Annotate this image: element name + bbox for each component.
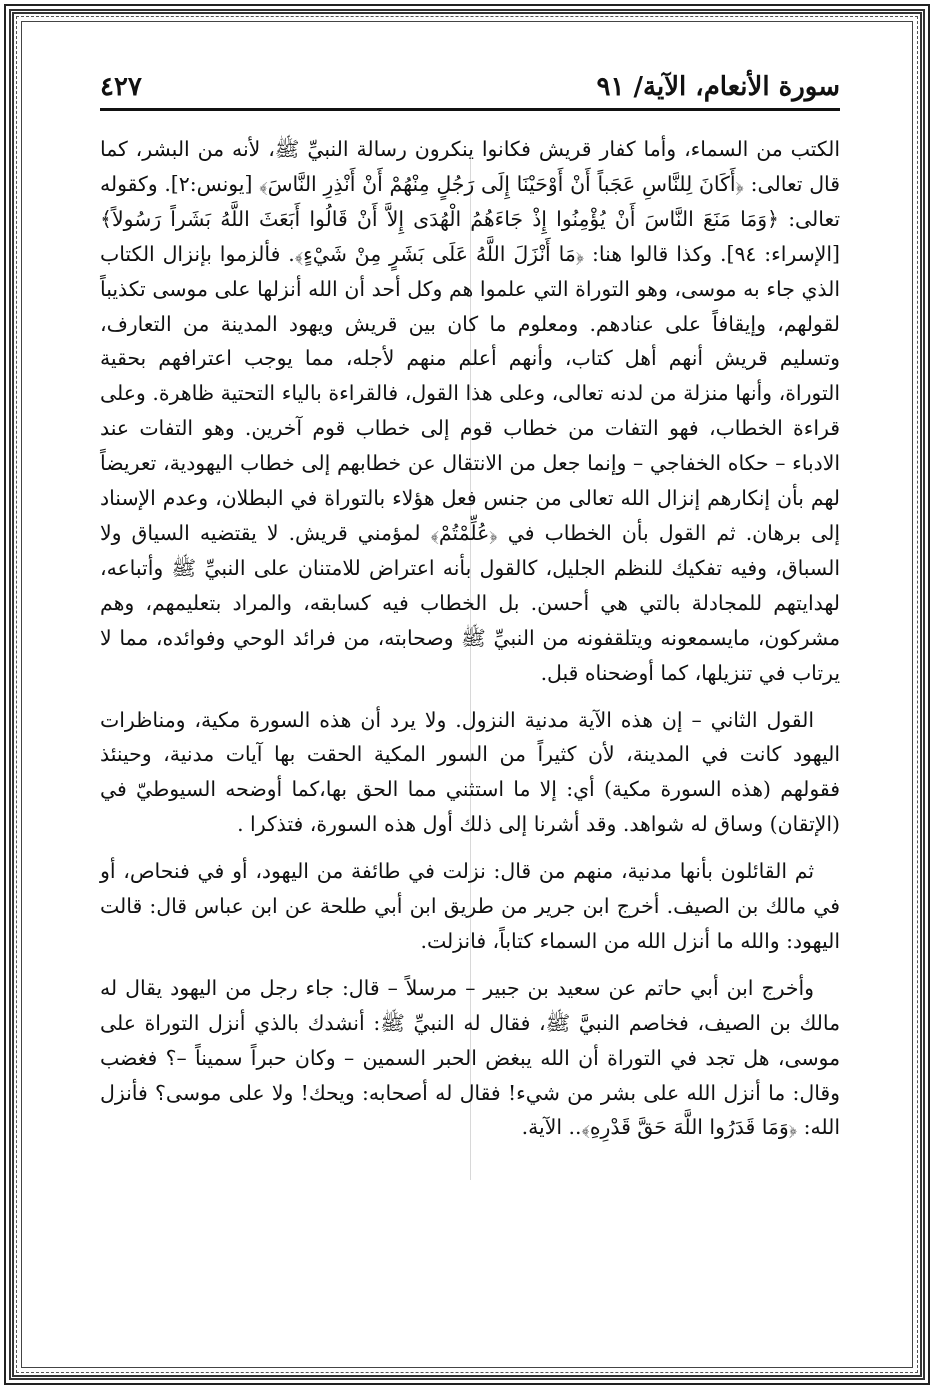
running-header xyxy=(100,66,840,108)
header-rule xyxy=(100,108,840,111)
paragraph-4: وأخرج ابن أبي حاتم عن سعيد بن جبير – مرسلاً – قال: جاء رجل من اليهود يقال له مالك بن الصيف، فخاصم النبيَّ ﷺ، فقال له النبيِّ ﷺ: أنشدك بالذي أنزل التوراة على موسى، هل تجد في التوراة أن الله يبغض الحبر السمين – وكان حبراً سميناً –؟ فغضب وقال: ما أنزل الله على بشر من شيء! فقال له أصحابه: ويحك! ولا على موسى؟ فأنزل الله: ﴿وَمَا قَدَرُوا اللَّهَ حَقَّ قَدْرِهِ﴾.. الآية. xyxy=(100,975,840,1140)
paragraph-1: الكتب من السماء، وأما كفار قريش فكانوا ينكرون رسالة النبيِّ ﷺ، لأنه من البشر، كما قال تعالى: ﴿أَكَانَ لِلنَّاسِ عَجَباً أَنْ أَوْحَيْنَا إِلَى رَجُلٍ مِنْهُمْ أَنْ أَنْذِرِ النَّاسَ﴾ [يونس:٢]. وكقوله تعالى: ﴿وَمَا مَنَعَ النَّاسَ أَنْ يُؤْمِنُوا إِذْ جَاءَهُمُ الْهُدَى إِلاَّ أَنْ قَالُوا أَبَعَثَ اللَّهُ بَشَراً رَسُولاً﴾ [الإسراء: ٩٤]. وكذا قالوا هنا: ﴿مَا أَنْزَلَ اللَّهُ عَلَى بَشَرٍ مِنْ شَيْءٍ﴾. فألزموا بإنزال الكتاب الذي جاء به موسى، وهو التوراة التي علموا هم وكل أحد أن الله أنزلها على موسى تكذيباً لقولهم، وإيقافاً على عنادهم. ومعلوم ما كان بين قريش ويهود المدينة من التعارف، وتسليم قريش أنهم أهل كتاب، وأنهم أعلم منهم لأجله، مما يوجب اعترافهم بحقية التوراة، وأنها منزلة من لدنه تعالى، وعلى هذا القول، فالقراءة بالياء التحتية ظاهرة. وعلى قراءة الخطاب، فهو التفات من خطاب قوم إلى خطاب قوم آخرين. وهو التفات عند الادباء – حكاه الخفاجي – وإنما جعل من الانتقال عن خطابهم إلى خطاب اليهودية، تعريضاً لهم بأن إنكارهم إنزال الله تعالى من جنس فعل هؤلاء بالتوراة في البطلان، وعدم الإسناد إلى برهان. ثم القول بأن الخطاب في ﴿عُلِّمْتُمْ﴾ لمؤمني قريش. لا يقتضيه السياق ولا السباق، وفيه تفكيك للنظم الجليل، كالقول بأنه اعتراض للامتنان على النبيِّ ﷺ وأتباعه، لهدايتهم للمجادلة بالتي هي أحسن. بل الخطاب فيه كسابقه، والمراد بتعليمهم، وهم مشركون، مايسمعونه ويتلقفونه من النبيِّ ﷺ وصحابته، من فرائد الوحي وفوائده، مما لا يرتاب في تنزيلها، كما أوضحناه قبل. xyxy=(100,137,840,685)
body-text xyxy=(100,132,840,1145)
paragraph-3: ثم القائلون بأنها مدنية، منهم من قال: نزلت في طائفة من اليهود، أو في فنحاص، أو في مالك بن الصيف. أخرج ابن جرير من طريق ابن أبي طلحة عن ابن عباس قال: قالت اليهود: والله ما أنزل الله من السماء كتاباً، فانزلت. xyxy=(100,859,840,953)
page-number: ٤٢٧ xyxy=(100,72,142,102)
paragraph-2: القول الثاني – إن هذه الآية مدنية النزول. ولا يرد أن هذه السورة مكية، ومناظرات اليهود كانت في المدينة، لأن كثيراً من السور المكية الحقت بها آيات مدنية، وحينئذ فقولهم (هذه السورة مكية) أي: إلا ما استثني مما الحق بها،كما أوضحه السيوطيّ في (الإتقان) وساق له شواهد. وقد أشرنا إلى ذلك أول هذه السورة، فتذكرا . xyxy=(100,707,840,837)
header-title: سورة الأنعام، الآية/ ٩١ xyxy=(596,72,840,102)
